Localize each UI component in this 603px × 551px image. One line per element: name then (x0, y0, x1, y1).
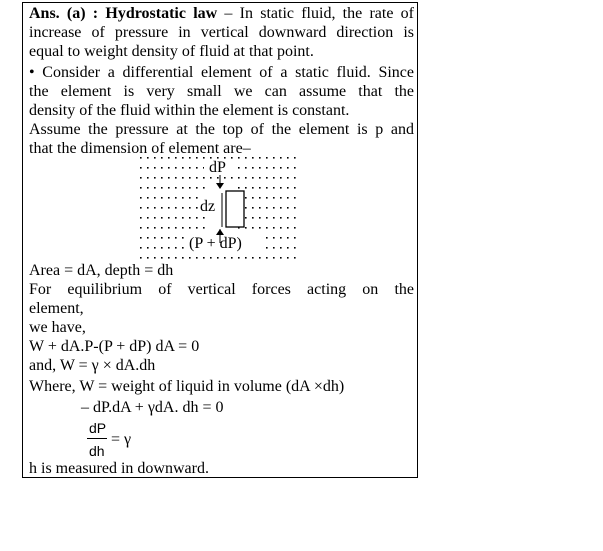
fluid-dot (259, 207, 261, 209)
fluid-dot (161, 247, 163, 249)
fluid-dot (245, 257, 247, 259)
fluid-dot (280, 217, 282, 219)
fluid-dot (161, 227, 163, 229)
fluid-dot (266, 167, 268, 169)
fluid-dot (147, 177, 149, 179)
fluid-dot (287, 187, 289, 189)
fluid-dot (273, 247, 275, 249)
fluid-dot (280, 167, 282, 169)
fluid-dot (147, 227, 149, 229)
fluid-dot (273, 157, 275, 159)
fluid-dot (147, 197, 149, 199)
fluid-dot (280, 237, 282, 239)
fluid-dot (168, 227, 170, 229)
fluid-dot (259, 167, 261, 169)
fluid-dot (189, 167, 191, 169)
fluid-dot (287, 247, 289, 249)
fluid-dot (287, 167, 289, 169)
fluid-dot (294, 167, 296, 169)
fluid-dot (140, 227, 142, 229)
fluid-dot (245, 187, 247, 189)
fluid-dot (168, 177, 170, 179)
fluid-dot (273, 197, 275, 199)
fluid-dot (273, 187, 275, 189)
fluid-dot (245, 177, 247, 179)
fluid-dot (203, 217, 205, 219)
fluid-dot (231, 257, 233, 259)
fluid-dot (294, 207, 296, 209)
fluid-dot (259, 257, 261, 259)
fluid-dot (294, 177, 296, 179)
fluid-dot (168, 247, 170, 249)
fluid-dot (175, 257, 177, 259)
fluid-dot (294, 187, 296, 189)
fluid-dot (168, 217, 170, 219)
fluid-dot (259, 197, 261, 199)
fluid-dot (147, 217, 149, 219)
fluid-dot (147, 187, 149, 189)
answer-box (22, 2, 418, 478)
fluid-dot (252, 207, 254, 209)
fluid-dot (287, 177, 289, 179)
fluid-dot (252, 157, 254, 159)
fluid-dot (287, 227, 289, 229)
equation-1: W + dA.P-(P + dP) dA = 0 (29, 338, 200, 355)
diagram-top-label: dP (209, 159, 226, 176)
fluid-dot (245, 227, 247, 229)
fluid-dot (175, 157, 177, 159)
fluid-dot (168, 207, 170, 209)
fluid-dot (161, 157, 163, 159)
diagram-bottom-label: (P + dP) (189, 235, 242, 252)
fluid-dot (259, 187, 261, 189)
fluid-dot (196, 177, 198, 179)
fluid-dot (273, 237, 275, 239)
fluid-dot (175, 227, 177, 229)
fluid-dot (196, 187, 198, 189)
fluid-dot (238, 257, 240, 259)
fluid-dot (161, 167, 163, 169)
fluid-dot (175, 237, 177, 239)
fluid-dot (245, 207, 247, 209)
fluid-dot (266, 227, 268, 229)
fluid-dot (154, 157, 156, 159)
fluid-dot (252, 227, 254, 229)
fluid-dot (140, 157, 142, 159)
answer-line-5: the element is very small we can assume that the (29, 83, 414, 100)
fluid-dot (294, 237, 296, 239)
fluid-dot (147, 167, 149, 169)
fluid-dot (168, 257, 170, 259)
equation-2: and, W = γ × dA.dh (29, 357, 156, 374)
where-line: Where, W = weight of liquid in volume (dA ×dh) (29, 378, 345, 395)
fluid-dot (280, 227, 282, 229)
fluid-dot (266, 187, 268, 189)
answer-intro-text: – In static fluid, the rate of (217, 5, 414, 22)
fluid-dot (294, 227, 296, 229)
fluid-dot (168, 167, 170, 169)
fluid-dot (189, 187, 191, 189)
fluid-dot (147, 157, 149, 159)
fluid-dot (154, 197, 156, 199)
fluid-dot (287, 197, 289, 199)
fluid-dot (140, 247, 142, 249)
fluid-dot (161, 177, 163, 179)
fluid-dot (266, 247, 268, 249)
fluid-dot (238, 177, 240, 179)
fluid-dot (182, 177, 184, 179)
answer-line-8: that the dimension of element are– (29, 140, 251, 157)
last-line: h is measured in downward. (29, 460, 209, 477)
fluid-dot (154, 207, 156, 209)
fluid-dot (182, 157, 184, 159)
fluid-dot (154, 227, 156, 229)
fluid-dot (175, 167, 177, 169)
fluid-dot (280, 207, 282, 209)
fluid-dot (140, 217, 142, 219)
fluid-dot (287, 257, 289, 259)
fluid-dot (217, 257, 219, 259)
fluid-dot (259, 227, 261, 229)
fluid-dot (280, 187, 282, 189)
fluid-dot (273, 167, 275, 169)
fluid-dot (140, 177, 142, 179)
fluid-dot (154, 177, 156, 179)
fluid-dot (147, 237, 149, 239)
fluid-dot (189, 177, 191, 179)
fluid-dot (196, 157, 198, 159)
fluid-dot (161, 217, 163, 219)
fluid-dot (161, 187, 163, 189)
fluid-dot (280, 257, 282, 259)
fluid-dot (294, 217, 296, 219)
fluid-dot (203, 257, 205, 259)
fluid-dot (294, 257, 296, 259)
fluid-dot (182, 237, 184, 239)
fluid-dot (245, 157, 247, 159)
area-depth-line: Area = dA, depth = dh (29, 262, 174, 279)
fluid-dot (196, 217, 198, 219)
fluid-dot (266, 177, 268, 179)
fluid-dot (266, 217, 268, 219)
fluid-dot (140, 197, 142, 199)
fluid-dot (294, 197, 296, 199)
fraction-rhs: = γ (111, 431, 132, 448)
fluid-dot (259, 177, 261, 179)
fluid-dot (294, 247, 296, 249)
fluid-dot (266, 197, 268, 199)
fluid-dot (252, 217, 254, 219)
fluid-dot (154, 167, 156, 169)
equilibrium-line: For equilibrium of vertical forces acting on the (29, 281, 414, 298)
fluid-dot (182, 227, 184, 229)
fluid-dot (238, 187, 240, 189)
fluid-dot (147, 257, 149, 259)
equation-3: – dP.dA + γdA. dh = 0 (81, 399, 224, 416)
fluid-dot (168, 157, 170, 159)
diagram-side-label: dz (200, 198, 216, 215)
answer-line-6: density of the fluid within the element is constant. (29, 102, 350, 119)
answer-line-7: Assume the pressure at the top of the element is p and (29, 121, 414, 138)
fluid-dot (273, 257, 275, 259)
fluid-dot (189, 197, 191, 199)
fluid-dot (252, 167, 254, 169)
fluid-dot (189, 227, 191, 229)
fluid-dot (154, 237, 156, 239)
fluid-dot (168, 237, 170, 239)
fluid-dot (273, 227, 275, 229)
fluid-dot (210, 177, 212, 179)
fluid-dot (161, 197, 163, 199)
fluid-dot (266, 257, 268, 259)
fluid-dot (266, 207, 268, 209)
fluid-dot (245, 197, 247, 199)
answer-line-2: increase of pressure in vertical downward direction is (29, 24, 414, 41)
fluid-dot (280, 157, 282, 159)
fluid-dot (203, 227, 205, 229)
answer-line-4: • Consider a differential element of a static fluid. Since (29, 64, 414, 81)
fraction-denominator: dh (89, 443, 105, 459)
fluid-dot (259, 157, 261, 159)
fluid-dot (231, 177, 233, 179)
fluid-dot (182, 207, 184, 209)
fluid-dot (196, 257, 198, 259)
fluid-dot (140, 237, 142, 239)
fluid-dot (182, 217, 184, 219)
fluid-dot (154, 187, 156, 189)
fluid-dot (245, 217, 247, 219)
fluid-element-rect (226, 191, 244, 227)
fluid-dot (259, 217, 261, 219)
fluid-dot (287, 217, 289, 219)
fluid-dot (266, 157, 268, 159)
fluid-dot (189, 217, 191, 219)
fluid-dot (175, 187, 177, 189)
fluid-dot (147, 207, 149, 209)
fluid-dot (252, 197, 254, 199)
fraction-bar (87, 438, 107, 439)
fluid-dot (154, 217, 156, 219)
fluid-dot (280, 177, 282, 179)
fluid-dot (245, 167, 247, 169)
answer-intro (29, 4, 414, 23)
fluid-dot (224, 177, 226, 179)
answer-line-3: equal to weight density of fluid at that point. (29, 43, 314, 60)
fluid-dot (175, 207, 177, 209)
fluid-dot (147, 247, 149, 249)
fluid-dot (140, 207, 142, 209)
fluid-dot (252, 257, 254, 259)
fluid-dot (182, 257, 184, 259)
fluid-dot (168, 197, 170, 199)
fluid-dot (203, 157, 205, 159)
fluid-dot (294, 157, 296, 159)
fluid-dot (287, 207, 289, 209)
fluid-dot (189, 207, 191, 209)
fluid-dot (266, 237, 268, 239)
answer-label: Ans. (a) : Hydrostatic law (29, 5, 218, 22)
fluid-dot (175, 177, 177, 179)
fluid-dot (161, 257, 163, 259)
fluid-dot (154, 257, 156, 259)
fluid-dot (224, 257, 226, 259)
fluid-dot (217, 177, 219, 179)
fluid-dot (196, 207, 198, 209)
fluid-dot (182, 197, 184, 199)
fluid-dot (273, 177, 275, 179)
fraction-numerator: dP (89, 420, 107, 436)
fluid-dot (287, 157, 289, 159)
fluid-dot (161, 237, 163, 239)
fluid-dot (273, 207, 275, 209)
fluid-dot (175, 217, 177, 219)
fluid-dot (252, 177, 254, 179)
fluid-dot (273, 217, 275, 219)
fluid-dot (196, 227, 198, 229)
fluid-dot (140, 257, 142, 259)
fluid-dot (175, 247, 177, 249)
fluid-dot (280, 197, 282, 199)
fluid-dot (189, 257, 191, 259)
we-have-line: we have, (29, 319, 86, 336)
fluid-dot (203, 177, 205, 179)
fluid-dot (196, 197, 198, 199)
fluid-dot (287, 237, 289, 239)
fluid-dot (154, 247, 156, 249)
fluid-dot (238, 157, 240, 159)
fluid-dot (210, 257, 212, 259)
fluid-dot (161, 207, 163, 209)
fluid-dot (182, 247, 184, 249)
fluid-dot (252, 187, 254, 189)
fluid-dot (238, 167, 240, 169)
fluid-dot (140, 167, 142, 169)
fluid-dot (196, 167, 198, 169)
fluid-dot (140, 187, 142, 189)
fluid-dot (203, 187, 205, 189)
fluid-element-diagram (136, 153, 301, 268)
fluid-dot (182, 187, 184, 189)
fluid-dot (175, 197, 177, 199)
fluid-dot (231, 157, 233, 159)
fluid-dot (189, 157, 191, 159)
element-line: element, (29, 300, 84, 317)
fluid-dot (182, 167, 184, 169)
fluid-dot (168, 187, 170, 189)
fluid-dot (280, 247, 282, 249)
